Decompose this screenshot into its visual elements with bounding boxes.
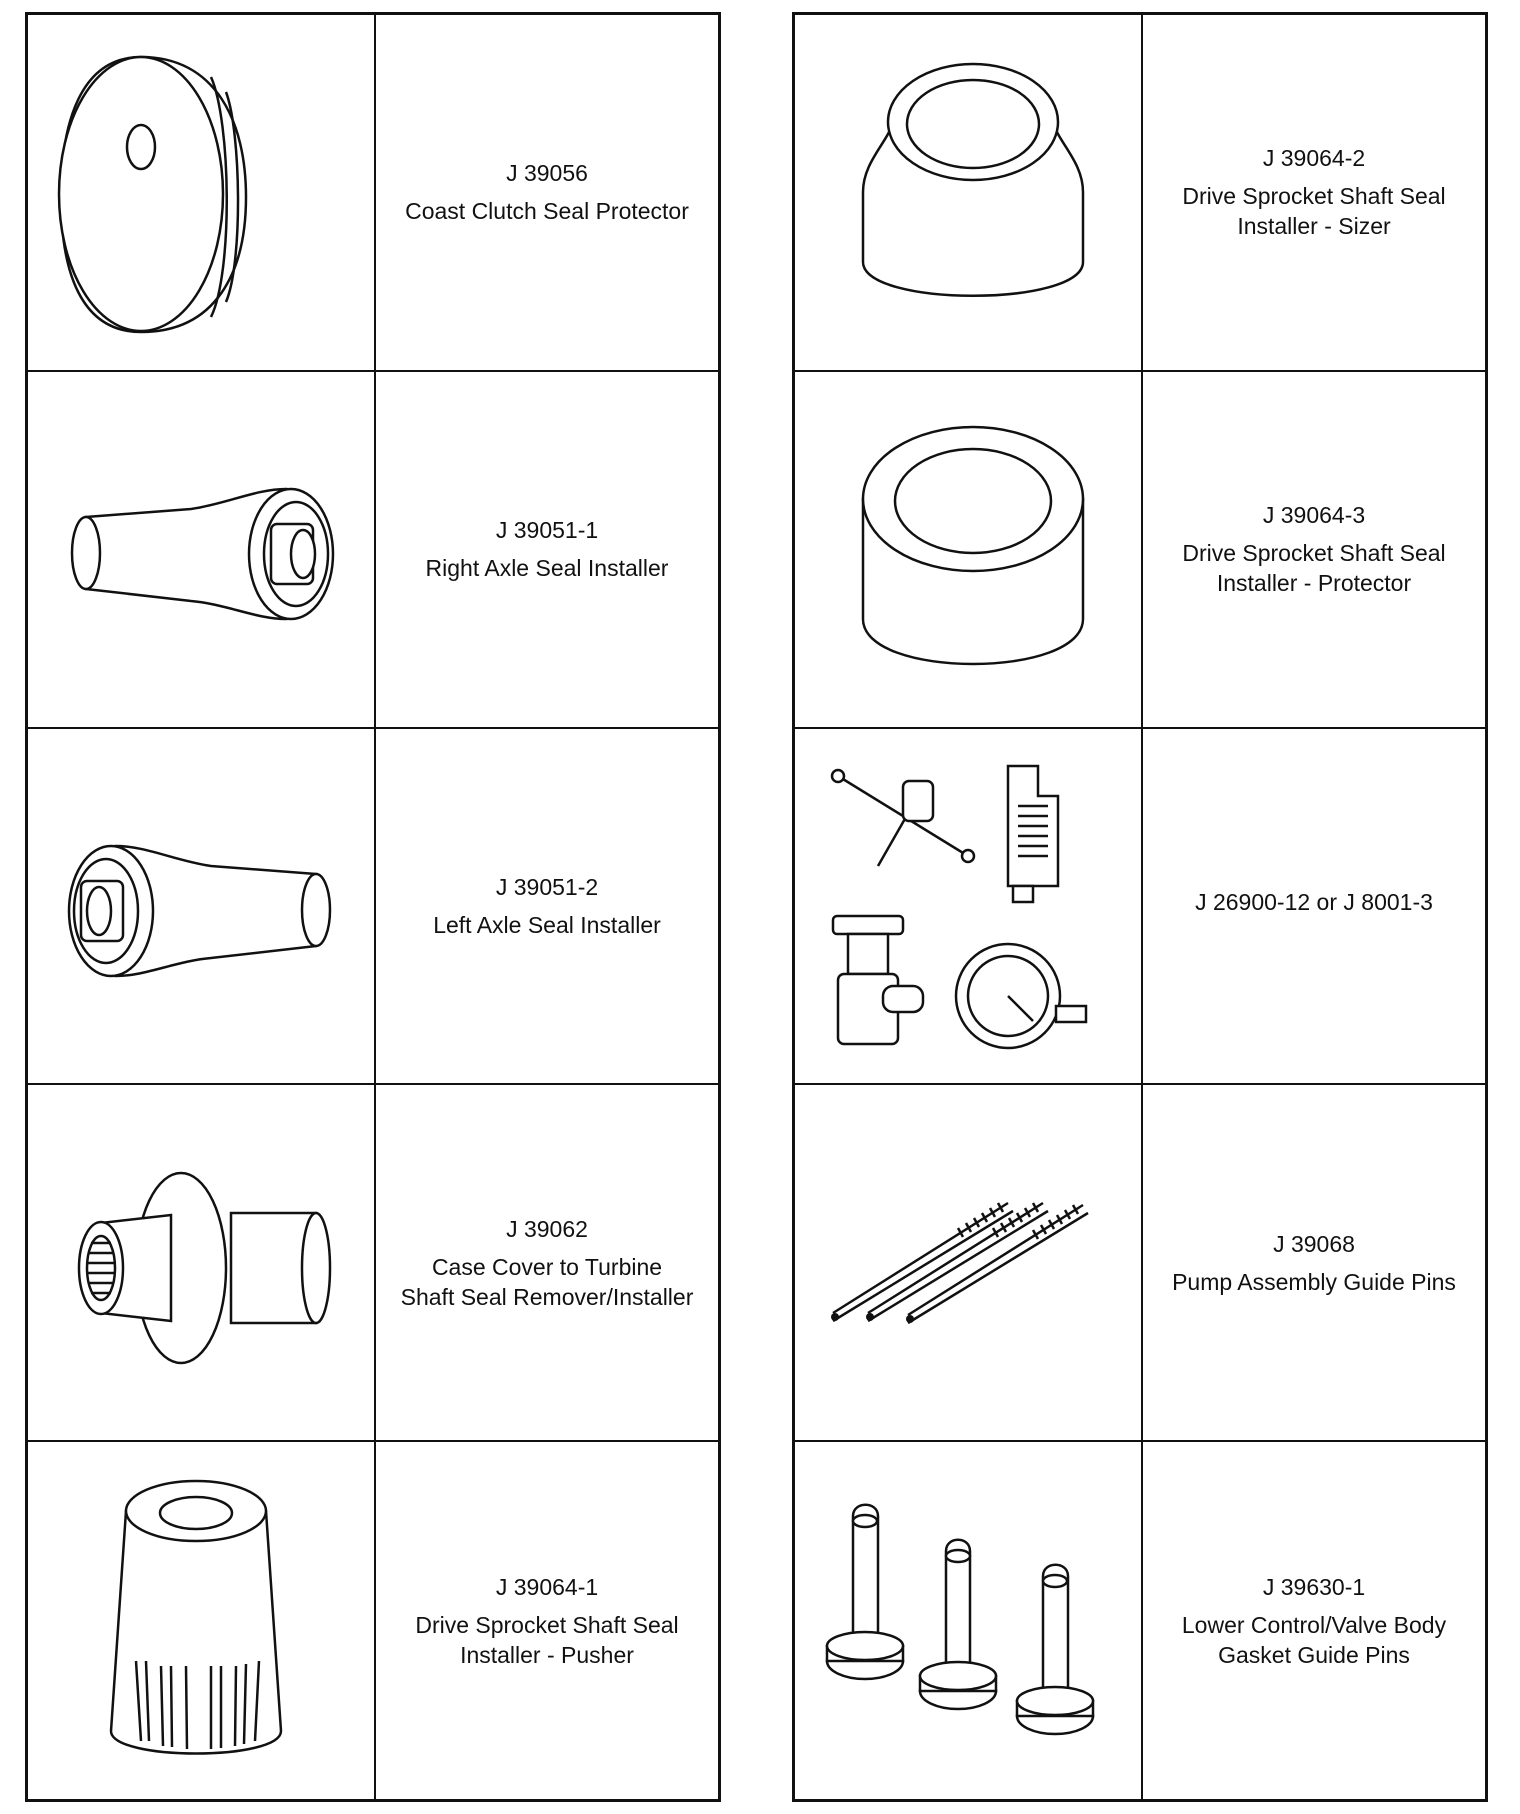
- tool-number: J 39068: [1273, 1230, 1355, 1257]
- right-axle-seal-installer-icon: [41, 389, 361, 709]
- tool-row: [795, 1085, 1485, 1442]
- tool-number: J 39056: [506, 160, 588, 187]
- tool-number: J 39062: [506, 1215, 588, 1242]
- tool-name: Drive Sprocket Shaft Seal Installer - Protector: [1182, 540, 1446, 597]
- tool-name: Pump Assembly Guide Pins: [1172, 1268, 1456, 1295]
- seal-installer-sizer-icon: [808, 32, 1128, 352]
- tool-row: [28, 1442, 718, 1799]
- tool-name: Coast Clutch Seal Protector: [405, 198, 689, 225]
- seal-installer-protector-icon: [808, 389, 1128, 709]
- tool-row: [28, 1085, 718, 1442]
- tool-row: [795, 1442, 1485, 1799]
- gasket-guide-pins-icon: [808, 1461, 1128, 1781]
- tool-name: Right Axle Seal Installer: [425, 555, 669, 582]
- tool-row: [795, 372, 1485, 729]
- tool-number: J 39064-1: [495, 1573, 599, 1600]
- tool-illustration-cell: [28, 1085, 376, 1440]
- tool-number: J 39051-2: [495, 873, 599, 900]
- tool-number: J 26900-12 or J 8001-3: [1195, 888, 1433, 915]
- seal-installer-pusher-icon: [41, 1461, 361, 1781]
- tool-name: Drive Sprocket Shaft Seal Installer - Sizer: [1182, 183, 1446, 240]
- tool-row: [795, 729, 1485, 1086]
- tool-illustration-cell: [28, 372, 376, 727]
- tool-text-cell: [1143, 372, 1485, 727]
- tool-table-right: [792, 12, 1488, 1802]
- tool-illustration-cell: [795, 372, 1143, 727]
- tool-text-cell: [376, 15, 718, 370]
- tool-name: Left Axle Seal Installer: [433, 911, 661, 938]
- tool-number: J 39064-2: [1262, 145, 1366, 172]
- tool-text-cell: [376, 729, 718, 1084]
- tool-name: Lower Control/Valve Body Gasket Guide Pins: [1181, 1611, 1447, 1668]
- dial-indicator-set-icon: [808, 746, 1128, 1066]
- tool-text-cell: [1143, 15, 1485, 370]
- tool-text-cell: [376, 372, 718, 727]
- tool-illustration-cell: [795, 15, 1143, 370]
- tool-number: J 39051-1: [495, 517, 599, 544]
- turbine-shaft-seal-remover-icon: [41, 1103, 361, 1423]
- tool-illustration-cell: [28, 729, 376, 1084]
- left-axle-seal-installer-icon: [41, 746, 361, 1066]
- tool-name: Drive Sprocket Shaft Seal Installer - Pusher: [415, 1611, 679, 1668]
- tool-table-left: [25, 12, 721, 1802]
- tool-illustration-cell: [795, 729, 1143, 1084]
- seal-protector-icon: [41, 32, 361, 352]
- guide-pins-icon: [808, 1103, 1128, 1423]
- tool-text-cell: [1143, 1442, 1485, 1799]
- tool-row: [28, 15, 718, 372]
- tool-illustration-cell: [795, 1085, 1143, 1440]
- tool-text-cell: [1143, 1085, 1485, 1440]
- tool-illustration-cell: [28, 1442, 376, 1799]
- tool-name: Case Cover to Turbine Shaft Seal Remover/Installer: [400, 1253, 694, 1310]
- tool-text-cell: [376, 1442, 718, 1799]
- tool-text-cell: [1143, 729, 1485, 1084]
- tool-row: [28, 729, 718, 1086]
- tool-number: J 39064-3: [1262, 502, 1366, 529]
- tool-illustration-cell: [795, 1442, 1143, 1799]
- tool-row: [795, 15, 1485, 372]
- tool-row: [28, 372, 718, 729]
- tool-text-cell: [376, 1085, 718, 1440]
- tool-illustration-cell: [28, 15, 376, 370]
- tool-number: J 39630-1: [1262, 1573, 1366, 1600]
